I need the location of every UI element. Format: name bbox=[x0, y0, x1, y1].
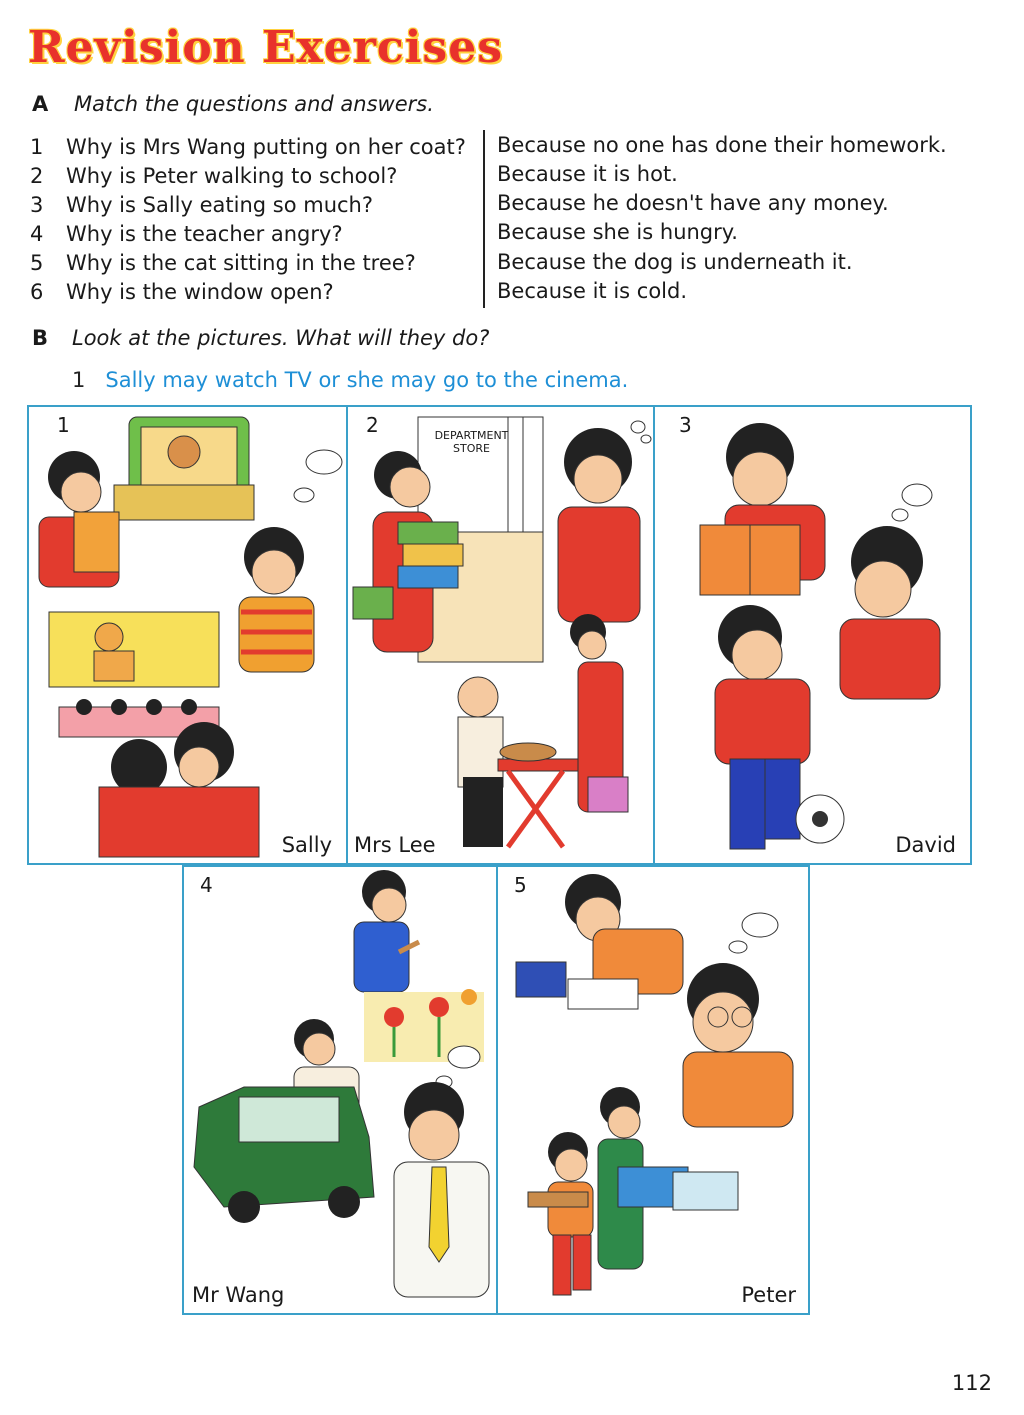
question-number: 6 bbox=[30, 280, 44, 304]
question-number: 3 bbox=[30, 193, 44, 217]
column-divider bbox=[483, 130, 485, 308]
picture-panel-sally bbox=[27, 405, 348, 865]
picture-panel-mrs-lee bbox=[346, 405, 655, 865]
answer-text: Because she is hungry. bbox=[497, 220, 738, 244]
panel-name: David bbox=[895, 833, 956, 857]
answer-text: Because it is hot. bbox=[497, 162, 678, 186]
question-text: Why is Peter walking to school? bbox=[66, 164, 398, 188]
panel-name: Mrs Lee bbox=[354, 833, 436, 857]
panel-number: 5 bbox=[514, 873, 527, 897]
panel-name: Peter bbox=[741, 1283, 796, 1307]
mrs-lee-illustration bbox=[348, 407, 655, 865]
peter-illustration bbox=[498, 867, 810, 1315]
example-number: 1 bbox=[72, 368, 86, 392]
answer-text: Because he doesn't have any money. bbox=[497, 191, 889, 215]
answer-text: Because no one has done their homework. bbox=[497, 133, 947, 157]
section-b-instruction: Look at the pictures. What will they do? bbox=[72, 326, 490, 350]
section-a-instruction: Match the questions and answers. bbox=[74, 92, 434, 116]
section-b-letter: B bbox=[32, 326, 49, 350]
question-text: Why is the window open? bbox=[66, 280, 334, 304]
panel-number: 2 bbox=[366, 413, 379, 437]
question-text: Why is the cat sitting in the tree? bbox=[66, 251, 416, 275]
mr-wang-illustration bbox=[184, 867, 498, 1315]
page-number: 112 bbox=[951, 1371, 992, 1395]
david-illustration bbox=[655, 407, 972, 865]
picture-panel-david bbox=[653, 405, 972, 865]
page-title: Revision Exercises bbox=[28, 22, 503, 73]
question-text: Why is the teacher angry? bbox=[66, 222, 343, 246]
picture-panel-peter bbox=[496, 865, 810, 1315]
example-text: Sally may watch TV or she may go to the cinema. bbox=[105, 368, 629, 392]
question-number: 4 bbox=[30, 222, 44, 246]
picture-panel-mr-wang bbox=[182, 865, 498, 1315]
question-number: 2 bbox=[30, 164, 44, 188]
section-a-letter: A bbox=[32, 92, 49, 116]
question-number: 5 bbox=[30, 251, 44, 275]
panel-number: 4 bbox=[200, 873, 213, 897]
example-answer bbox=[72, 368, 628, 392]
panel-number: 1 bbox=[57, 413, 70, 437]
question-number: 1 bbox=[30, 135, 44, 159]
panel-name: Mr Wang bbox=[192, 1283, 285, 1307]
question-text: Why is Sally eating so much? bbox=[66, 193, 374, 217]
panel-number: 3 bbox=[679, 413, 692, 437]
department-store-sign: DEPARTMENT STORE bbox=[434, 429, 509, 455]
question-text: Why is Mrs Wang putting on her coat? bbox=[66, 135, 466, 159]
answer-text: Because it is cold. bbox=[497, 279, 688, 303]
sally-illustration bbox=[29, 407, 348, 865]
answer-text: Because the dog is underneath it. bbox=[497, 250, 853, 274]
panel-name: Sally bbox=[281, 833, 332, 857]
